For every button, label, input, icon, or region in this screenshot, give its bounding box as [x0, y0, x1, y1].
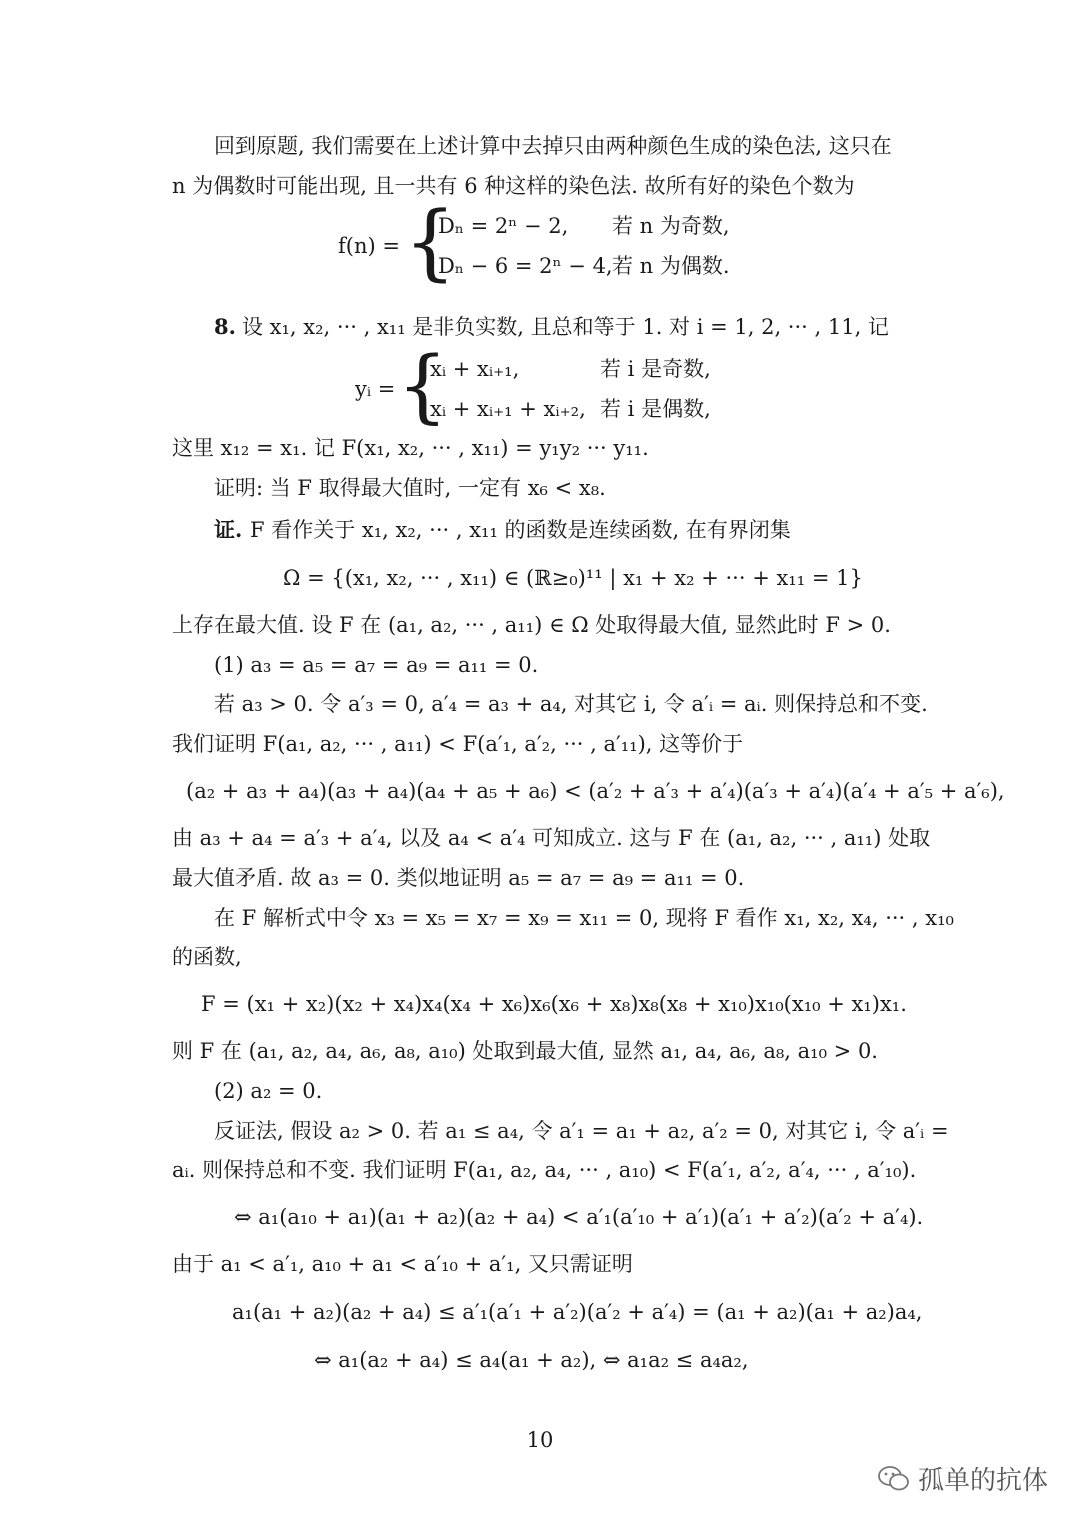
formula-case: Dₙ = 2ⁿ − 2,	[438, 214, 569, 238]
text-line: 反证法, 假设 a₂ > 0. 若 a₁ ≤ a₄, 令 a′₁ = a₁ + a₂, a′₂ = 0, 对其它 i, 令 a′ᵢ =	[214, 1119, 949, 1143]
text-line: 的函数,	[172, 945, 242, 969]
text-line: 我们证明 F(a₁, a₂, ··· , a₁₁) < F(a′₁, a′₂, ··· , a′₁₁), 这等价于	[172, 732, 744, 756]
formula-condition: 若 i 是奇数,	[600, 357, 711, 381]
display-formula: Ω = {(x₁, x₂, ··· , x₁₁) ∈ (ℝ≥₀)¹¹ | x₁ + x₂ + ··· + x₁₁ = 1}	[283, 566, 863, 590]
formula-case: Dₙ − 6 = 2ⁿ − 4,	[438, 254, 613, 278]
text-line: (1) a₃ = a₅ = a₇ = a₉ = a₁₁ = 0.	[214, 653, 539, 677]
text-line: 由 a₃ + a₄ = a′₃ + a′₄, 以及 a₄ < a′₄ 可知成立. 这与 F 在 (a₁, a₂, ··· , a₁₁) 处取	[172, 826, 931, 850]
text-line: 证明: 当 F 取得最大值时, 一定有 x₆ < x₈.	[214, 476, 606, 500]
formula-lhs: f(n) =	[338, 234, 400, 258]
formula-condition: 若 n 为偶数.	[612, 254, 730, 278]
page-number: 10	[526, 1428, 554, 1452]
display-formula: (a₂ + a₃ + a₄)(a₃ + a₄)(a₄ + a₅ + a₆) < (a′₂ + a′₃ + a′₄)(a′₃ + a′₄)(a′₄ + a′₅ + a′₆),	[186, 779, 1005, 803]
display-formula: a₁(a₁ + a₂)(a₂ + a₄) ≤ a′₁(a′₁ + a′₂)(a′₂ + a′₄) = (a₁ + a₂)(a₁ + a₂)a₄,	[232, 1300, 923, 1324]
text-line: 回到原题, 我们需要在上述计算中去掉只由两种颜色生成的染色法, 这只在	[214, 134, 892, 158]
text-line: 则 F 在 (a₁, a₂, a₄, a₆, a₈, a₁₀) 处取到最大值, 显然 a₁, a₄, a₆, a₈, a₁₀ > 0.	[172, 1039, 878, 1063]
formula-condition: 若 n 为奇数,	[612, 214, 730, 238]
text-line: 若 a₃ > 0. 令 a′₃ = 0, a′₄ = a₃ + a₄, 对其它 i, 令 a′ᵢ = aᵢ. 则保持总和不变.	[214, 692, 928, 716]
text-line: n 为偶数时可能出现, 且一共有 6 种这样的染色法. 故所有好的染色个数为	[172, 174, 855, 198]
text-line: aᵢ. 则保持总和不变. 我们证明 F(a₁, a₂, a₄, ··· , a₁₀) < F(a′₁, a′₂, a′₄, ··· , a′₁₀).	[172, 1158, 917, 1182]
watermark-text: 孤单的抗体	[918, 1466, 1049, 1496]
display-formula: ⇔ a₁(a₂ + a₄) ≤ a₄(a₁ + a₂), ⇔ a₁a₂ ≤ a₄a₂,	[314, 1348, 749, 1372]
proof-head: 证.	[214, 517, 243, 542]
problem-statement: 设 x₁, x₂, ··· , x₁₁ 是非负实数, 且总和等于 1. 对 i = 1, 2, ··· , 11, 记	[242, 315, 889, 339]
problem-number: 8.	[214, 314, 236, 339]
text-line: 最大值矛盾. 故 a₃ = 0. 类似地证明 a₅ = a₇ = a₉ = a₁₁ = 0.	[172, 866, 745, 890]
display-formula: F = (x₁ + x₂)(x₂ + x₄)x₄(x₄ + x₆)x₆(x₆ + x₈)x₈(x₈ + x₁₀)x₁₀(x₁₀ + x₁)x₁.	[201, 992, 907, 1016]
formula-lhs: yᵢ =	[355, 377, 396, 401]
formula-case: xᵢ + xᵢ₊₁ + xᵢ₊₂,	[430, 397, 586, 421]
text-line: 上存在最大值. 设 F 在 (a₁, a₂, ··· , a₁₁) ∈ Ω 处取得最大值, 显然此时 F > 0.	[172, 613, 891, 637]
wechat-icon	[878, 1465, 910, 1493]
text-line: 在 F 解析式中令 x₃ = x₅ = x₇ = x₉ = x₁₁ = 0, 现将 F 看作 x₁, x₂, x₄, ··· , x₁₀	[214, 906, 954, 930]
formula-case: xᵢ + xᵢ₊₁,	[430, 357, 520, 381]
left-brace: {	[404, 195, 457, 290]
display-formula: ⇔ a₁(a₁₀ + a₁)(a₁ + a₂)(a₂ + a₄) < a′₁(a′₁₀ + a′₁)(a′₁ + a′₂)(a′₂ + a′₄).	[234, 1205, 924, 1229]
text-line: 由于 a₁ < a′₁, a₁₀ + a₁ < a′₁₀ + a′₁, 又只需证明	[172, 1252, 633, 1276]
watermark	[878, 1460, 1048, 1497]
text-line: F 看作关于 x₁, x₂, ··· , x₁₁ 的函数是连续函数, 在有界闭集	[250, 518, 791, 542]
text-line: (2) a₂ = 0.	[214, 1079, 323, 1103]
left-brace: {	[397, 339, 448, 432]
formula-condition: 若 i 是偶数,	[600, 397, 711, 421]
text-line: 这里 x₁₂ = x₁. 记 F(x₁, x₂, ··· , x₁₁) = y₁y₂ ··· y₁₁.	[172, 436, 649, 460]
